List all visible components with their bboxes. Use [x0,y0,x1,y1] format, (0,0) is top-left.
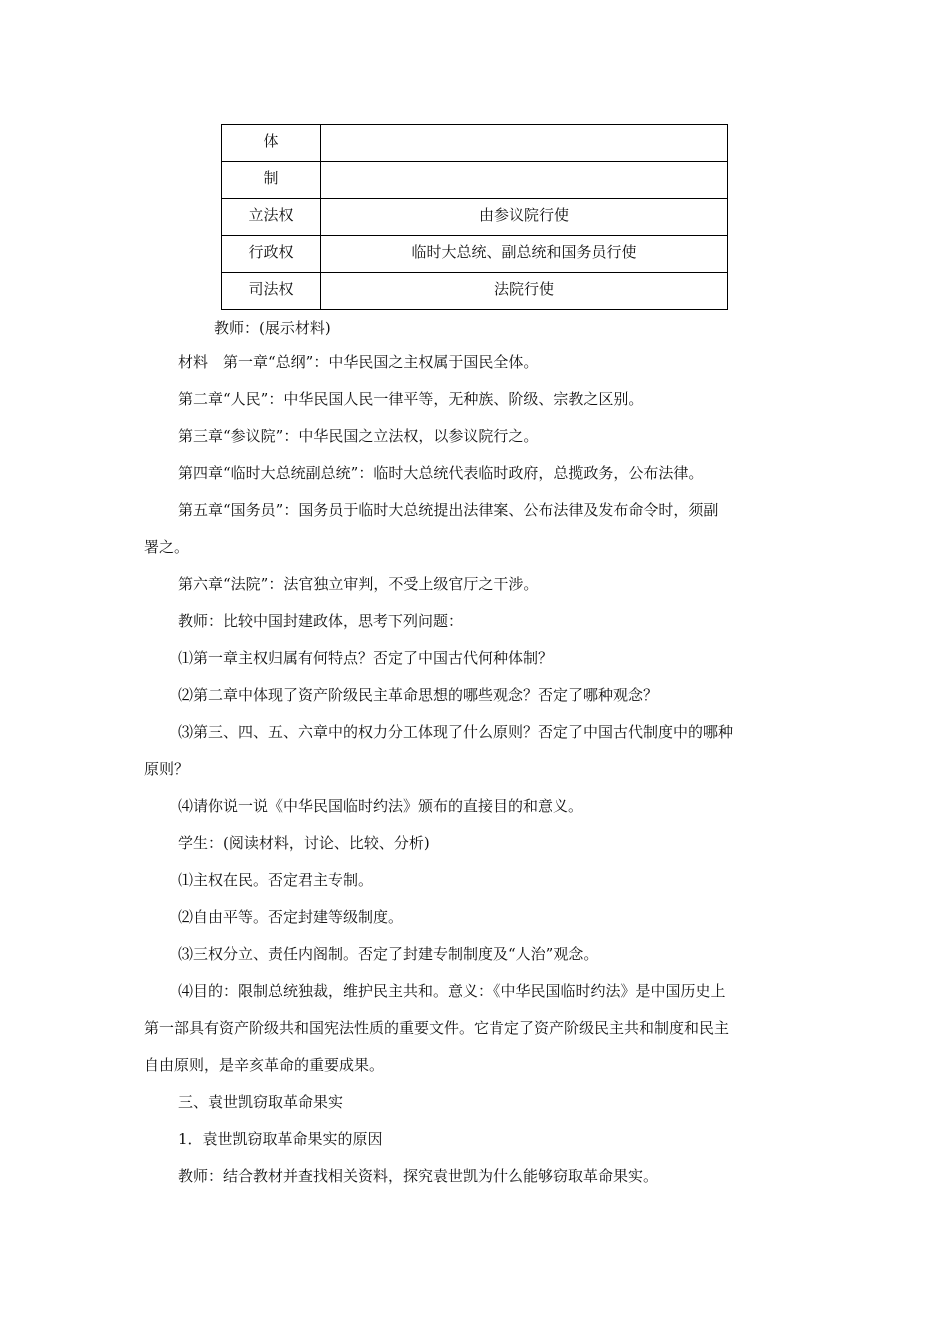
table-cell-label: 行政权 [222,236,321,273]
text-line: 自由原则，是辛亥革命的重要成果。 [144,1056,385,1074]
text-line: 学生：(阅读材料，讨论、比较、分析) [178,834,430,852]
subsection-heading: 1．袁世凯窃取革命果实的原因 [178,1130,383,1148]
text-line: 教师：(展示材料) [214,319,331,337]
text-line: ⑷请你说一说《中华民国临时约法》颁布的直接目的和意义。 [178,797,584,815]
table-cell-label: 体 [222,125,321,162]
table-cell-value [321,125,728,162]
text-line: ⑴主权在民。否定君主专制。 [178,871,374,889]
table-cell-value [321,162,728,199]
text-line: 第一部具有资产阶级共和国宪法性质的重要文件。它肯定了资产阶级民主共和制度和民主 [144,1019,730,1037]
table-row [222,273,728,310]
text-line: 材料 第一章“总纲”：中华民国之主权属于国民全体。 [178,353,539,371]
text-line: 第四章“临时大总统副总统”：临时大总统代表临时政府，总揽政务，公布法律。 [178,464,704,482]
table-row [222,162,728,199]
text-line: 第五章“国务员”：国务员于临时大总统提出法律案、公布法律及发布命令时，须副 [178,501,719,519]
section-heading: 三、袁世凯窃取革命果实 [178,1093,344,1111]
text-line: ⑴第一章主权归属有何特点？否定了中国古代何种体制？ [178,649,554,667]
text-line: 原则？ [144,760,190,778]
text-line: ⑷目的：限制总统独裁，维护民主共和。意义：《中华民国临时约法》是中国历史上 [178,982,726,1000]
text-line: 署之。 [144,538,190,556]
government-structure-table [221,124,728,310]
text-line: 第三章“参议院”：中华民国之立法权，以参议院行之。 [178,427,539,445]
table-cell-value: 临时大总统、副总统和国务员行使 [321,236,728,273]
body-text [144,318,809,1186]
table-cell-label: 司法权 [222,273,321,310]
table-cell-value: 法院行使 [321,273,728,310]
table-cell-label: 制 [222,162,321,199]
text-line: ⑵自由平等。否定封建等级制度。 [178,908,404,926]
table-row [222,125,728,162]
text-line: 第六章“法院”：法官独立审判，不受上级官厅之干涉。 [178,575,539,593]
table-row [222,236,728,273]
text-line: ⑶三权分立、责任内阁制。否定了封建专制制度及“人治”观念。 [178,945,599,963]
text-line: 教师：比较中国封建政体，思考下列问题： [178,612,464,630]
text-line: 第二章“人民”：中华民国人民一律平等，无种族、阶级、宗教之区别。 [178,390,644,408]
table-cell-value: 由参议院行使 [321,199,728,236]
text-line: ⑶第三、四、五、六章中的权力分工体现了什么原则？否定了中国古代制度中的哪种 [178,723,734,741]
text-line: 教师：结合教材并查找相关资料，探究袁世凯为什么能够窃取革命果实。 [178,1167,659,1185]
text-line: ⑵第二章中体现了资产阶级民主革命思想的哪些观念？否定了哪种观念？ [178,686,659,704]
table-cell-label: 立法权 [222,199,321,236]
table-row [222,199,728,236]
